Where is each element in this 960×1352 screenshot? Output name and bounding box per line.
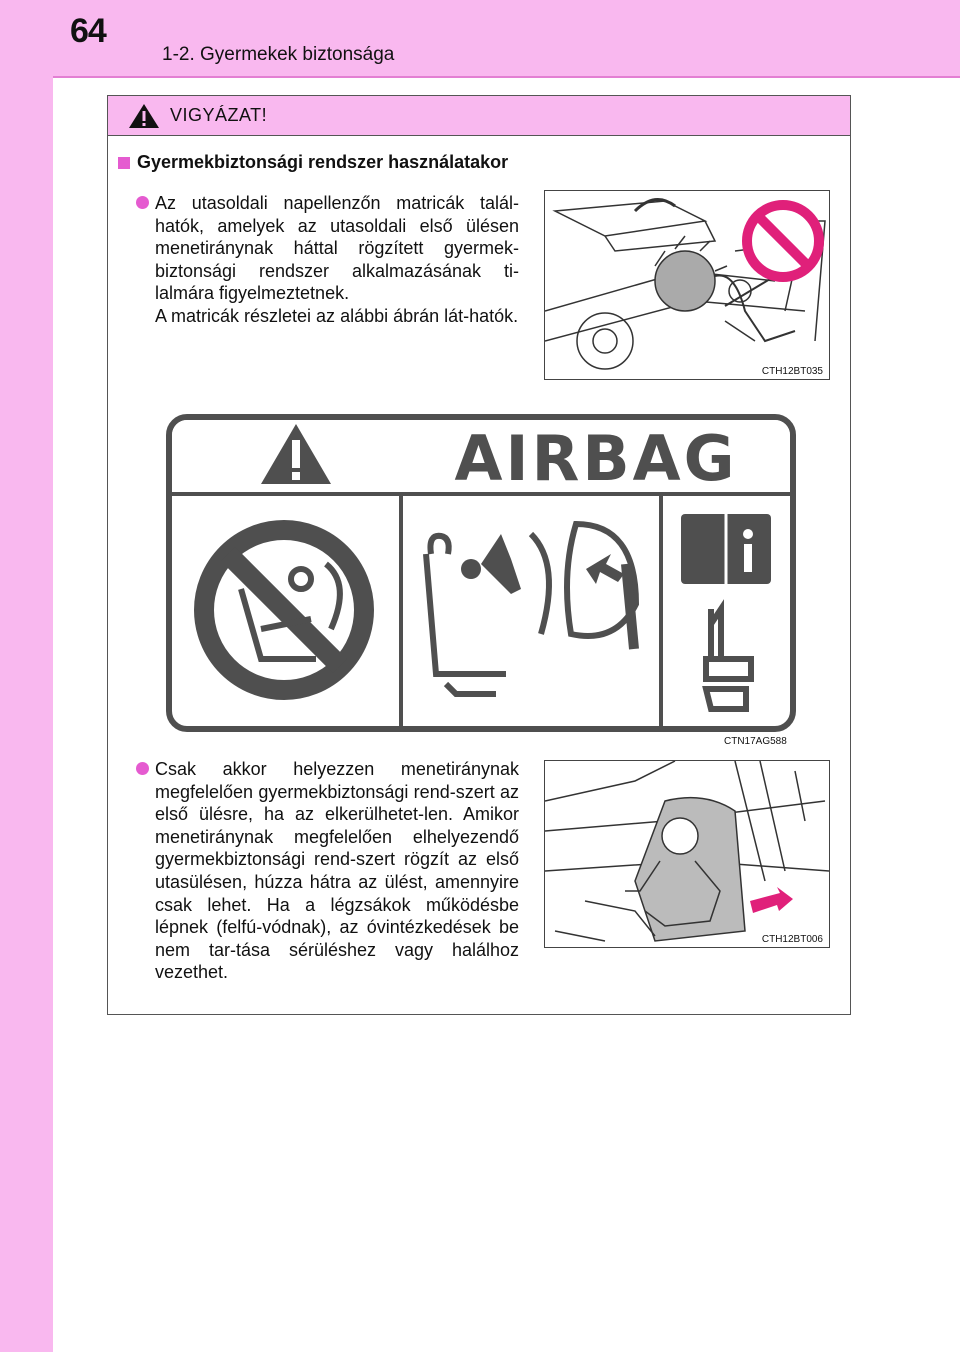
- figure-child-seat: [544, 760, 830, 948]
- page-side-band: [0, 0, 53, 1352]
- figure-code: CTH12BT006: [761, 934, 823, 945]
- figure-code: CTH12BT035: [761, 366, 823, 377]
- subheading-text: Gyermekbiztonsági rendszer használatakor: [137, 152, 509, 172]
- warning-header: [108, 96, 850, 136]
- page-number: 64: [70, 12, 106, 50]
- bullet-text-2: Csak akkor helyezzen menetiránynak megfelelően gyermekbiztonsági rend-szert az első ülésre, ha az elkerülhetet-len. Amikor menetiránynak megfelelően elhelyezendő gyermekbiztonsági rend-szert rögzít az első utasülésen, húzza hátra az ülést, amennyire csak lehet. Ha a légzsákok működésbe lépnek (felfú-vódnak), az óvintézkedések be nem tar-tása sérüléshez vagy halálhoz vezethet.: [155, 759, 519, 983]
- warning-subheading: [118, 152, 508, 173]
- warning-triangle-icon: [128, 103, 160, 129]
- airbag-label-word: AIRBAG: [454, 422, 738, 495]
- bullet-text-1: [155, 192, 519, 328]
- airbag-warning-label: [166, 414, 796, 732]
- round-bullet-icon: [136, 762, 149, 775]
- warning-box: [107, 95, 851, 1015]
- child-seat-illustration: [545, 761, 829, 947]
- bullet-text-1-main: Az utasoldali napellenzőn matricák talál-hatók, amelyek az utasoldali első ülésen menetiránynak háttal rögzített gyermek-biztonsági rendszer alkalmazásának ti-lalmára figyelmeztetnek.: [155, 193, 519, 304]
- airbag-figure-code: CTN17AG588: [724, 736, 787, 747]
- bullet-text-1-detail: A matricák részletei az alábbi ábrán lát-hatók.: [155, 305, 519, 326]
- airbag-label-graphic: [166, 414, 796, 732]
- section-title: 1-2. Gyermekek biztonsága: [162, 44, 395, 65]
- square-bullet-icon: [118, 157, 130, 169]
- figure-airbag-deploy: [544, 190, 830, 380]
- page-top-band: [0, 0, 960, 78]
- warning-title: VIGYÁZAT!: [170, 105, 268, 125]
- airbag-deploy-illustration: [545, 191, 829, 379]
- header-rule: [53, 76, 960, 78]
- round-bullet-icon: [136, 196, 149, 209]
